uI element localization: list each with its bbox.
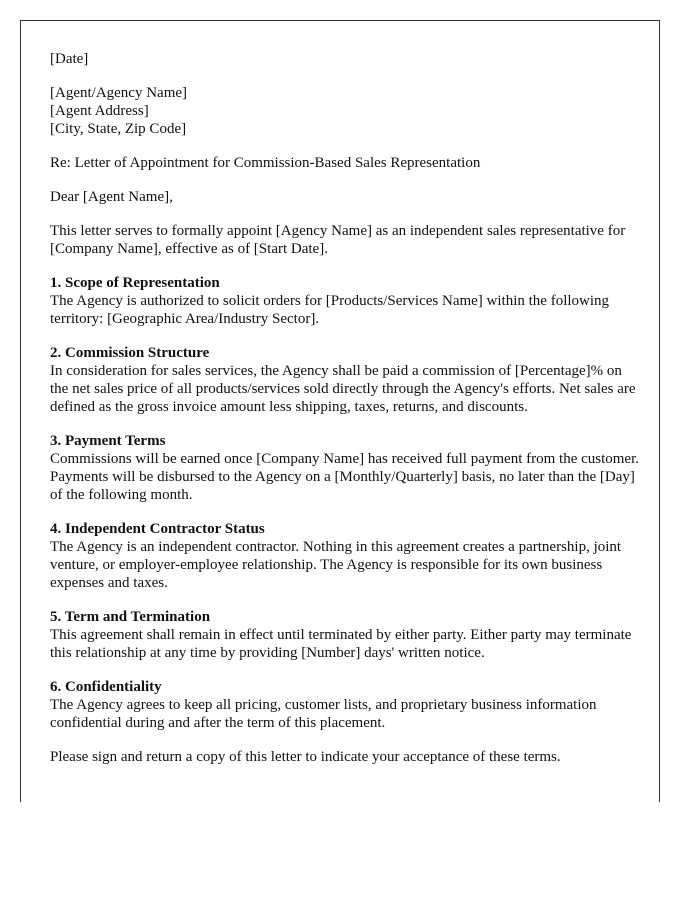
letter-page xyxy=(20,20,660,802)
recipient-address xyxy=(50,84,640,138)
section-confidentiality xyxy=(50,678,640,732)
section-title: 4. Independent Contractor Status xyxy=(50,521,265,537)
section-body: In consideration for sales services, the Agency shall be paid a commission of [Percentage]% on the net sales price of all products/services sold directly through the Agency's efforts. Net sales are defined as the gross invoice amount less shipping, taxes, returns, and discounts. xyxy=(50,363,636,415)
date: [Date] xyxy=(50,51,89,67)
recipient-name: [Agent/Agency Name] xyxy=(50,85,188,101)
section-body: Commissions will be earned once [Company Name] has received full payment from the customer. Payments will be disbursed to the Agency on a [Monthly/Quarterly] basis, no later than the [Day] of the following month. xyxy=(50,451,640,503)
section-scope xyxy=(50,274,640,328)
subject-line: Re: Letter of Appointment for Commission-Based Sales Representation xyxy=(50,155,481,171)
section-commission xyxy=(50,344,640,416)
section-title: 1. Scope of Representation xyxy=(50,275,220,291)
section-contractor xyxy=(50,520,640,592)
salutation: Dear [Agent Name], xyxy=(50,189,173,205)
recipient-street: [Agent Address] xyxy=(50,103,149,119)
section-title: 5. Term and Termination xyxy=(50,609,211,625)
section-body: This agreement shall remain in effect until terminated by either party. Either party may terminate this relationship at any time by providing [Number] days' written notice. xyxy=(50,627,632,661)
section-body: The Agency agrees to keep all pricing, customer lists, and proprietary business information confidential during and after the term of this placement. xyxy=(50,697,597,731)
letter-body xyxy=(50,50,640,782)
section-payment xyxy=(50,432,640,504)
section-body: The Agency is authorized to solicit orders for [Products/Services Name] within the following territory: [Geographic Area/Industry Sector]. xyxy=(50,293,610,327)
section-title: 2. Commission Structure xyxy=(50,345,210,361)
section-title: 6. Confidentiality xyxy=(50,679,162,695)
intro-paragraph: This letter serves to formally appoint [Agency Name] as an independent sales representative for [Company Name], effective as of [Start Date]. xyxy=(50,223,626,257)
section-title: 3. Payment Terms xyxy=(50,433,166,449)
closing-paragraph: Please sign and return a copy of this letter to indicate your acceptance of these terms. xyxy=(50,749,561,765)
recipient-city: [City, State, Zip Code] xyxy=(50,121,187,137)
section-body: The Agency is an independent contractor. Nothing in this agreement creates a partnership, joint venture, or employer-employee relationship. The Agency is responsible for its own business expenses and taxes. xyxy=(50,539,622,591)
section-termination xyxy=(50,608,640,662)
